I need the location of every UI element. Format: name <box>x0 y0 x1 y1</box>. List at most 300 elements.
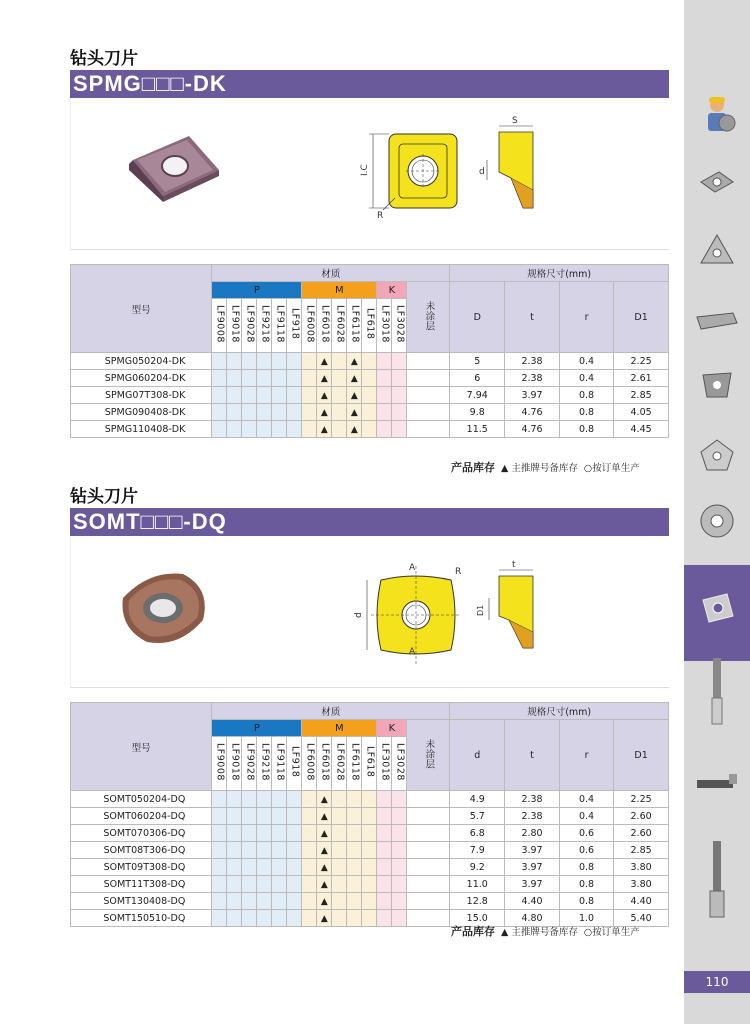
grade-cell <box>347 808 362 825</box>
svg-text:t: t <box>512 560 516 570</box>
uncoated-cell <box>407 876 450 893</box>
grade-cell <box>227 876 242 893</box>
grade-cell <box>347 893 362 910</box>
grade-cell <box>302 808 317 825</box>
grade-cell <box>362 859 377 876</box>
table-row <box>71 404 669 421</box>
grade-cell <box>212 387 227 404</box>
grade-cell <box>257 876 272 893</box>
dim-cell: 0.8 <box>559 421 613 438</box>
grade-cell <box>272 842 287 859</box>
stock-triangle-icon: ▲ <box>320 356 328 367</box>
section-title: 钻头刀片 <box>70 49 138 69</box>
grade-cell <box>347 842 362 859</box>
grade-cell <box>242 825 257 842</box>
product-image-panel <box>70 98 669 250</box>
grade-cell <box>392 910 407 927</box>
grade-cell <box>347 404 362 421</box>
grade-cell <box>212 910 227 927</box>
somt-spec-table <box>70 702 669 927</box>
uncoated-cell <box>407 859 450 876</box>
grade-cell <box>212 842 227 859</box>
grade-cell <box>272 859 287 876</box>
dim-cell: 2.60 <box>614 825 669 842</box>
spmg-side-view-icon <box>479 116 533 208</box>
grade-cell <box>242 353 257 370</box>
grade-header: LF618 <box>362 737 377 791</box>
dim-cell: 9.2 <box>450 859 505 876</box>
dim-cell: 4.45 <box>614 421 669 438</box>
grade-cell <box>257 370 272 387</box>
grade-cell <box>227 791 242 808</box>
dim-cell: 3.97 <box>505 859 560 876</box>
table-row <box>71 825 669 842</box>
grade-cell <box>392 808 407 825</box>
grade-cell <box>212 808 227 825</box>
indexable-drill-icon[interactable] <box>692 856 742 902</box>
stock-triangle-icon: ▲ <box>320 913 328 924</box>
grade-cell <box>317 876 332 893</box>
grade-header: LF6118 <box>347 299 362 353</box>
svg-text:d: d <box>479 167 485 177</box>
dim-cell: 2.85 <box>614 387 669 404</box>
grade-header: LF9008 <box>212 737 227 791</box>
dim-cell: 2.38 <box>505 791 560 808</box>
grade-cell <box>362 842 377 859</box>
dim-cell: 0.6 <box>559 842 613 859</box>
stock-triangle-icon: ▲ <box>320 794 328 805</box>
grade-cell <box>362 353 377 370</box>
grade-cell <box>377 859 392 876</box>
grade-cell <box>287 808 302 825</box>
grade-cell <box>332 387 347 404</box>
grade-cell <box>287 825 302 842</box>
grade-cell <box>377 808 392 825</box>
grade-header: LF9118 <box>272 737 287 791</box>
grade-cell <box>272 353 287 370</box>
parting-blade-icon[interactable] <box>692 298 742 344</box>
boring-bar-icon[interactable] <box>692 760 742 806</box>
grade-cell <box>257 910 272 927</box>
spmg-spec-table <box>70 264 669 438</box>
stock-footnote: 产品库存 ▲ 主推牌号备库存 ○按订单生产 <box>451 461 640 474</box>
svg-text:R: R <box>377 211 384 221</box>
model-code-bar: SPMG□□□-DK <box>70 70 669 98</box>
grade-cell <box>392 791 407 808</box>
grade-cell <box>212 370 227 387</box>
grade-cell <box>347 421 362 438</box>
grade-cell <box>257 387 272 404</box>
grade-cell <box>272 893 287 910</box>
grade-header: LF9018 <box>227 299 242 353</box>
grade-cell <box>287 370 302 387</box>
uncoated-cell <box>407 404 450 421</box>
grade-cell <box>362 825 377 842</box>
grade-cell <box>392 842 407 859</box>
dim-cell: 12.8 <box>450 893 505 910</box>
grade-header: LF9018 <box>227 737 242 791</box>
dim-cell: 7.94 <box>450 387 505 404</box>
product-diagram <box>71 98 670 250</box>
stock-triangle-icon: ▲ <box>320 896 328 907</box>
milling-cutter-icon[interactable] <box>692 498 742 544</box>
grade-cell <box>377 825 392 842</box>
grade-cell <box>347 387 362 404</box>
model-cell: SOMT060204-DQ <box>71 808 212 825</box>
grade-cell <box>257 353 272 370</box>
dim-cell: 4.76 <box>505 404 560 421</box>
grade-cell <box>302 353 317 370</box>
model-cell: SPMG07T308-DK <box>71 387 212 404</box>
uncoated-cell <box>407 421 450 438</box>
dim-cell: 4.9 <box>450 791 505 808</box>
grade-cell <box>392 404 407 421</box>
stock-triangle-icon: ▲ <box>320 373 328 384</box>
uncoated-header: 未涂层 <box>407 282 450 353</box>
grade-cell <box>347 825 362 842</box>
material-header: 材质 <box>212 703 450 720</box>
grade-cell <box>347 859 362 876</box>
dim-cell: 0.4 <box>559 791 613 808</box>
dim-cell: 9.8 <box>450 404 505 421</box>
uncoated-cell <box>407 910 450 927</box>
stock-triangle-icon: ▲ <box>320 862 328 873</box>
group-p: P <box>212 720 302 737</box>
grade-cell <box>377 910 392 927</box>
group-k: K <box>377 282 407 299</box>
grade-cell <box>332 876 347 893</box>
grade-cell <box>332 353 347 370</box>
grade-cell <box>272 387 287 404</box>
model-cell: SOMT150510-DQ <box>71 910 212 927</box>
grade-cell <box>287 842 302 859</box>
grade-cell <box>362 876 377 893</box>
grade-cell <box>272 791 287 808</box>
svg-text:A: A <box>409 647 416 657</box>
grade-cell <box>242 876 257 893</box>
model-cell: SOMT09T308-DQ <box>71 859 212 876</box>
grade-header: LF6028 <box>332 737 347 791</box>
dim-cell: 2.25 <box>614 353 669 370</box>
dim-cell: 11.0 <box>450 876 505 893</box>
grade-cell <box>302 893 317 910</box>
svg-text:S: S <box>512 116 518 126</box>
dim-cell: 4.40 <box>614 893 669 910</box>
grade-cell <box>332 404 347 421</box>
grade-cell <box>302 404 317 421</box>
grade-cell <box>242 387 257 404</box>
grade-header: LF9028 <box>242 737 257 791</box>
dim-header: d <box>450 720 505 791</box>
spec-header: 规格尺寸(mm) <box>450 265 669 282</box>
grade-cell <box>317 421 332 438</box>
grade-cell <box>332 859 347 876</box>
grade-cell <box>347 876 362 893</box>
svg-text:D1: D1 <box>476 604 485 616</box>
dim-header: t <box>505 720 560 791</box>
grade-cell <box>272 825 287 842</box>
grade-cell <box>302 370 317 387</box>
product-diagram <box>71 536 670 688</box>
stock-triangle-icon: ▲ <box>320 879 328 890</box>
grade-cell <box>287 859 302 876</box>
grade-header: LF6008 <box>302 299 317 353</box>
grade-header: LF9118 <box>272 299 287 353</box>
model-cell: SOMT070306-DQ <box>71 825 212 842</box>
grade-header: LF3018 <box>377 737 392 791</box>
svg-text:R: R <box>455 567 462 577</box>
stock-triangle-icon: ▲ <box>350 356 358 367</box>
dim-cell: 15.0 <box>450 910 505 927</box>
section-title: 钻头刀片 <box>70 487 138 507</box>
grade-cell <box>332 421 347 438</box>
grade-cell <box>377 404 392 421</box>
grade-cell <box>242 404 257 421</box>
grade-cell <box>392 421 407 438</box>
grade-cell <box>302 791 317 808</box>
dim-cell: 3.80 <box>614 859 669 876</box>
svg-text:A: A <box>409 563 416 573</box>
grade-cell <box>347 910 362 927</box>
grade-cell <box>332 842 347 859</box>
group-m: M <box>302 282 377 299</box>
grade-cell <box>242 859 257 876</box>
dim-cell: 0.4 <box>559 353 613 370</box>
dim-cell: 0.8 <box>559 404 613 421</box>
dim-cell: 2.80 <box>505 825 560 842</box>
grade-cell <box>227 842 242 859</box>
grade-header: LF6028 <box>332 299 347 353</box>
grade-cell <box>257 791 272 808</box>
svg-text:I.C: I.C <box>360 164 370 176</box>
grade-header: LF6018 <box>317 737 332 791</box>
uncoated-cell <box>407 808 450 825</box>
model-header: 型号 <box>71 265 212 353</box>
table-row <box>71 859 669 876</box>
grade-cell <box>332 370 347 387</box>
grade-cell <box>392 370 407 387</box>
uncoated-cell <box>407 370 450 387</box>
grade-cell <box>392 353 407 370</box>
grade-cell <box>257 404 272 421</box>
grade-cell <box>332 825 347 842</box>
grade-header: LF918 <box>287 737 302 791</box>
threading-insert-icon[interactable] <box>692 362 742 408</box>
grade-cell <box>362 910 377 927</box>
grade-cell <box>227 353 242 370</box>
grade-cell <box>227 387 242 404</box>
dim-cell: 4.80 <box>505 910 560 927</box>
table-row <box>71 421 669 438</box>
grade-cell <box>317 910 332 927</box>
worker-gear-icon[interactable] <box>692 92 742 138</box>
table-row <box>71 370 669 387</box>
grade-cell <box>392 893 407 910</box>
model-cell: SPMG090408-DK <box>71 404 212 421</box>
grade-cell <box>332 910 347 927</box>
grade-cell <box>242 842 257 859</box>
dim-cell: 3.97 <box>505 876 560 893</box>
model-cell: SOMT11T308-DQ <box>71 876 212 893</box>
grade-cell <box>377 387 392 404</box>
grade-cell <box>362 791 377 808</box>
uncoated-cell <box>407 791 450 808</box>
dim-cell: 0.8 <box>559 859 613 876</box>
grade-cell <box>332 893 347 910</box>
grade-cell <box>317 404 332 421</box>
dim-cell: 2.38 <box>505 353 560 370</box>
uncoated-cell <box>407 893 450 910</box>
grade-cell <box>287 387 302 404</box>
grade-header: LF3028 <box>392 737 407 791</box>
grade-cell <box>317 825 332 842</box>
grade-cell <box>242 421 257 438</box>
trigon-insert-icon[interactable] <box>692 228 742 274</box>
grade-cell <box>242 791 257 808</box>
stock-triangle-icon: ▲ <box>320 845 328 856</box>
table-row <box>71 876 669 893</box>
grade-cell <box>212 859 227 876</box>
group-k: K <box>377 720 407 737</box>
dim-cell: 2.38 <box>505 370 560 387</box>
grade-cell <box>227 910 242 927</box>
grade-cell <box>272 421 287 438</box>
dim-cell: 2.38 <box>505 808 560 825</box>
grade-cell <box>212 353 227 370</box>
grade-cell <box>242 910 257 927</box>
stock-triangle-icon: ▲ <box>350 373 358 384</box>
grade-cell <box>227 893 242 910</box>
drill-insert-icon[interactable] <box>692 585 742 631</box>
grade-cell <box>362 893 377 910</box>
grade-cell <box>302 421 317 438</box>
endmill-icon[interactable] <box>692 668 742 714</box>
grade-cell <box>287 404 302 421</box>
dim-cell: 2.85 <box>614 842 669 859</box>
grade-cell <box>362 404 377 421</box>
grade-cell <box>377 876 392 893</box>
dim-cell: 0.4 <box>559 370 613 387</box>
grade-cell <box>362 808 377 825</box>
dim-cell: 2.25 <box>614 791 669 808</box>
grade-cell <box>377 353 392 370</box>
grade-header: LF3018 <box>377 299 392 353</box>
grade-cell <box>302 876 317 893</box>
grade-cell <box>257 893 272 910</box>
grade-cell <box>227 825 242 842</box>
grade-cell <box>227 859 242 876</box>
dim-cell: 5.40 <box>614 910 669 927</box>
grade-cell <box>287 353 302 370</box>
grade-cell <box>347 791 362 808</box>
dim-header: t <box>505 282 560 353</box>
grade-cell <box>272 876 287 893</box>
grade-header: LF9028 <box>242 299 257 353</box>
grade-cell <box>212 404 227 421</box>
grade-cell <box>377 842 392 859</box>
grade-cell <box>287 791 302 808</box>
uncoated-header: 未涂层 <box>407 720 450 791</box>
grade-cell <box>332 791 347 808</box>
stock-triangle-icon: ▲ <box>350 390 358 401</box>
grade-header: LF9008 <box>212 299 227 353</box>
somt-insert-photo-icon <box>123 574 205 644</box>
grade-header: LF6118 <box>347 737 362 791</box>
material-header: 材质 <box>212 265 450 282</box>
dim-cell: 0.8 <box>559 893 613 910</box>
dim-cell: 3.97 <box>505 387 560 404</box>
grade-cell <box>392 825 407 842</box>
grade-cell <box>362 387 377 404</box>
grade-header: LF9218 <box>257 299 272 353</box>
stock-triangle-icon: ▲ <box>350 424 358 435</box>
dim-cell: 0.8 <box>559 876 613 893</box>
grade-cell <box>287 893 302 910</box>
dim-header: D <box>450 282 505 353</box>
spmg-insert-photo-icon <box>129 136 219 202</box>
grade-cell <box>392 387 407 404</box>
grade-cell <box>212 893 227 910</box>
grade-cell <box>302 910 317 927</box>
grade-cell <box>317 859 332 876</box>
stock-triangle-icon: ▲ <box>320 811 328 822</box>
stock-triangle-icon: ▲ <box>320 424 328 435</box>
model-header: 型号 <box>71 703 212 791</box>
grade-cell <box>377 791 392 808</box>
grade-cell <box>302 387 317 404</box>
grade-cell <box>332 808 347 825</box>
dim-header: r <box>559 720 613 791</box>
model-cell: SOMT08T306-DQ <box>71 842 212 859</box>
grade-cell <box>227 421 242 438</box>
grade-cell <box>317 842 332 859</box>
grade-cell <box>227 808 242 825</box>
pentagon-insert-icon[interactable] <box>692 432 742 478</box>
grade-cell <box>377 370 392 387</box>
dim-header: D1 <box>614 282 669 353</box>
stock-triangle-icon: ▲ <box>320 407 328 418</box>
grade-cell <box>227 370 242 387</box>
square-insert-icon[interactable] <box>692 160 742 206</box>
grade-cell <box>242 370 257 387</box>
grade-cell <box>227 404 242 421</box>
grade-cell <box>272 404 287 421</box>
dim-cell: 2.60 <box>614 808 669 825</box>
grade-header: LF918 <box>287 299 302 353</box>
grade-cell <box>362 370 377 387</box>
table-row <box>71 893 669 910</box>
dim-cell: 0.4 <box>559 808 613 825</box>
model-cell: SPMG050204-DK <box>71 353 212 370</box>
grade-cell <box>377 893 392 910</box>
dim-cell: 5.7 <box>450 808 505 825</box>
table-row <box>71 808 669 825</box>
svg-text:d: d <box>354 612 364 618</box>
uncoated-cell <box>407 842 450 859</box>
model-cell: SPMG060204-DK <box>71 370 212 387</box>
dim-cell: 2.61 <box>614 370 669 387</box>
grade-cell <box>347 370 362 387</box>
dim-header: D1 <box>614 720 669 791</box>
stock-footnote: 产品库存 ▲ 主推牌号备库存 ○按订单生产 <box>451 925 640 938</box>
stock-triangle-icon: ▲ <box>350 407 358 418</box>
grade-cell <box>257 808 272 825</box>
grade-cell <box>302 825 317 842</box>
grade-cell <box>287 910 302 927</box>
grade-header: LF3028 <box>392 299 407 353</box>
grade-cell <box>212 421 227 438</box>
dim-header: r <box>559 282 613 353</box>
